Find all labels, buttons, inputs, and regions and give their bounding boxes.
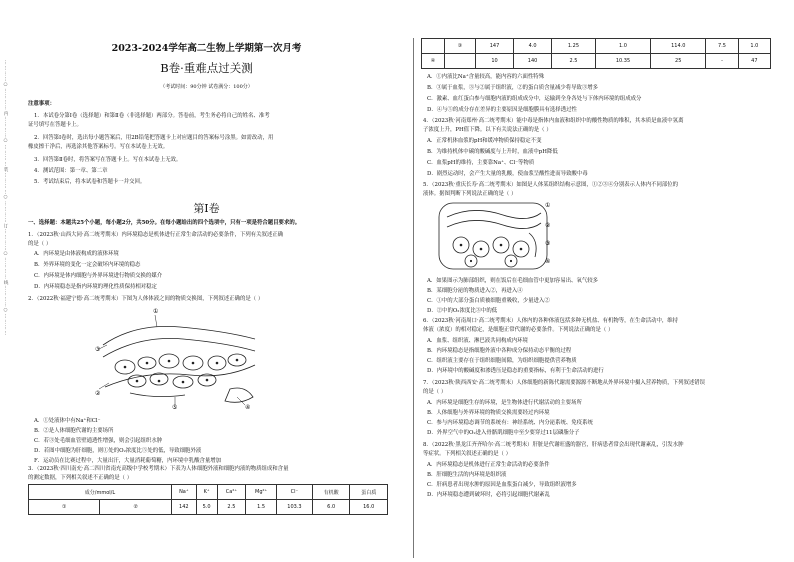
table-cell: 1.0 [595,39,650,54]
right-column [413,0,794,562]
table-cell: - [706,54,738,69]
tissue-fluid-diagram [95,305,265,410]
option-text: D．内环境稳态遭到破坏时，必将引起细胞代谢紊乱 [427,492,550,498]
option-text: B．人体细胞与外界环境的物质交换需要经过内环境 [427,410,550,416]
figure-label-5: ⑤ [172,404,178,410]
diagram-label-2: ② [545,222,551,229]
table-cell: 140 [514,54,552,69]
question-text: 的是（ ） [423,389,447,395]
diagram-label-1: ① [545,202,551,209]
ion-table-part1 [28,484,388,515]
table-header-cell: Mg²⁺ [246,485,277,500]
section-instructions: 一、选择题：本题共25个小题，每小题2分，共50分。在每小题给出的四个选项中，只有一项是符合题目要求的。 [28,220,301,226]
table-header-cell: Ca²⁺ [217,485,246,500]
question-text: 2．（2022秋·福建宁德·高二统考期末）下图为人体体液之间的物质交换图，下列叙述正确的是（ ） [28,296,264,302]
table-header-cell: Na⁺ [171,485,196,500]
table-cell: 47 [738,54,770,69]
option-text: A．血浆、组织液、淋巴液共同构成内环境 [427,338,528,344]
section-title: 第Ⅰ卷 [193,202,220,215]
table-cell: 10.35 [595,54,650,69]
table-header-row [29,485,388,500]
table-cell: 10 [476,54,514,69]
question-text: 子浓度上升，PH值下降。以下有关说法正确的是（ ） [423,127,552,133]
table-cell: 114.0 [651,39,706,54]
option-text: C．血浆pH的维持，主要靠Na⁺、Cl⁻等物质 [427,160,535,166]
option-text: D．内环境稳态是指内环境的理化性质保持相对稳定 [34,284,157,290]
exam-subtitle: B卷·重难点过关测 [160,61,253,75]
notes-line: 1．本试卷分第Ⅰ卷（选择题）和第Ⅱ卷（非选择题）两部分。答卷前，考生务必将自己的姓名、准考 [34,113,270,119]
table-cell: 5.0 [196,500,217,515]
table-cell [422,39,445,54]
table-cell: 2.5 [217,500,246,515]
table-cell [445,54,476,69]
option-text: B．③属于血浆，③与②属于组织液，②的蛋白质含量减少将导致③增多 [427,85,599,91]
diagram-label-3: ③ [545,240,551,247]
option-text: C．参与内环境稳态调节的系统有：神经系统、内分泌系统、免疫系统 [427,420,593,426]
option-text: F．运动员在比赛过程中，大量出汗，大量消耗葡萄糖，内环境中乳酸含量增加 [34,458,222,464]
question-text: 8．（2022秋·黑龙江齐齐哈尔·高二统考期末）肝脏是代谢旺盛的器官，肝病患者常会出现代谢紊乱，引发水肿 [423,442,684,448]
question-text: 等症状。下列相关叙述正确的是（ ） [423,451,511,457]
table-header-cell: 成分/mmol/L [29,485,172,500]
question-text: 1．（2023秋·山西大同·高二统考期末）内环境稳态是机体进行正常生命活动的必要条件，下列有关叙述正确 [28,232,284,238]
option-text: D．内环境中的酸碱度和渗透压是稳态的重要指标，有利于生命活动的进行 [427,368,604,374]
table-cell: 4.0 [514,39,552,54]
table-cell: 142 [171,500,196,515]
table-cell: 2.5 [552,54,596,69]
table-header-cell: K⁺ [196,485,217,500]
tissue-structure-diagram [433,197,553,277]
option-text: C．肝病患者出现水肿的原因是血浆蛋白减少，导致组织液增多 [427,482,577,488]
binding-margin: …………○…………内…………○…………装…………○…………订…………○…………线…………○………… [3,60,8,337]
exam-info: （考试时间：90分钟 试卷满分：100分） [160,84,253,90]
question-text: 体液（浓度）的相对稳定，是细胞正常代谢的必要条件。下列说法正确的是（ ） [423,327,614,333]
table-cell: ④ [422,54,445,69]
option-text: A．内环境稳态是机体进行正常生命活动的必要条件 [427,462,550,468]
table-header-cell: Cl⁻ [276,485,312,500]
table-cell: ② [100,500,171,515]
question-text: 6．（2023秋·河南周口·高二统考期末）人体内的各种体液包括多种无机盐、有机物等，在生命活动中，维持 [423,318,679,324]
option-text: C．①中的大部分蛋白质被细胞重吸收，少量进入② [427,298,550,304]
option-text: B．肝细胞生活的内环境是组织液 [427,472,507,478]
notes-line: 2．回答第Ⅰ卷时，选出每小题答案后，用2B铅笔把答题卡上对应题目的答案标号涂黑。如需改动，用 [34,135,274,141]
option-text: C．激素、血红蛋白参与细胞内液的组成成分中，运输到全身各处与下体内环境的组成成分 [427,96,642,102]
option-text: C．组织液主要存在于组织细胞间隙，为组织细胞提供营养物质 [427,358,577,364]
table-row [422,54,771,69]
option-text: C．若③处毛细血管壁通透性增强，则会引起组织水肿 [34,438,163,444]
table-header-cell: 蛋白质 [350,485,388,500]
table-cell: 103.3 [276,500,312,515]
notes-line: 3．回答第Ⅱ卷时，将答案写在答题卡上。写在本试卷上无效。 [34,157,182,163]
diagram-label-4: ④ [545,258,551,265]
table-cell: 6.0 [312,500,350,515]
option-text: B．某细胞分泌的物质进入②，再进入④ [427,288,523,294]
option-text: C．内环境是体内细胞与外界环境进行物质交换的媒介 [34,273,163,279]
question-text: 5．（2023秋·重庆长寿·高二统考期末）如图是人体某组织结构示意图，①②③④分别表示人体内不同部位的 [423,182,679,188]
option-text: D．④与⑤的成分存在差异的主要原因是细胞膜具有选择透过性 [427,107,577,113]
table-cell: 7.5 [706,39,738,54]
question-text: 的是（ ） [28,241,52,247]
exam-title: 2023-2024学年高二生物上学期第一次月考 [111,43,302,54]
option-text: B．外界环境的变化一定会破坏内环境的稳态 [34,262,141,268]
option-text: A．①内液比Na⁺含量较高，能内容的六面性特殊 [427,74,545,80]
option-text: A．如果图示为肺部组织，则在饭后在毛细血管中更加容易出、氧气较多 [427,278,599,284]
ion-table-part2 [421,38,771,69]
option-text: B．②是人体细胞代谢的主要场所 [34,428,114,434]
option-text: B．为维持机体中碳的酸碱度与上升时，血液中pH降低 [427,149,558,155]
notes-line: 5．考试结束后，将本试卷和答题卡一并交回。 [34,179,146,185]
notes-line: 橡皮擦干净后，再选涂其他答案标号。写在本试卷上无效。 [28,144,169,150]
question-text: 4．（2023秋·河南郑州·高二统考期末）能中毒是指体内血液和组织中的酸性物质的堆积，其本质是血液中氢离 [423,118,684,124]
option-text: D．剧烈运动时，会产生大量的乳酸，使血浆呈酸性进而导致酸中毒 [427,171,588,177]
option-text: A．内环境是由体液构成的液体环境 [34,251,119,257]
table-cell: ① [29,500,100,515]
table-cell: 1.25 [552,39,596,54]
option-text: A．正常机体血浆的pH和缓冲物质保持稳定不变 [427,138,542,144]
question-text: 的测定数据，下列相关叙述不正确的是（ ） [28,475,133,481]
option-text: A．①处液体中有Na⁺和Cl⁻ [34,418,101,424]
table-cell: ③ [445,39,476,54]
table-cell: 147 [476,39,514,54]
table-cell: 1.0 [738,39,770,54]
table-cell: 25 [651,54,706,69]
option-text: A．内环境是细胞生存的环境，是生物体进行代谢活动的主要场所 [427,400,582,406]
figure-label-1: ① [153,308,159,315]
figure-label-4: ④ [245,404,251,410]
figure-label-3: ③ [95,346,101,353]
table-row [29,500,388,515]
table-cell: 1.5 [246,500,277,515]
option-text: D．外界空气中的O₂进入骨骼肌细胞中至少要穿过11层磷脂分子 [427,430,580,436]
question-text: 3．（2023秋·四川南充·高二四川省南充高级中学校考期末）下表为人体细胞外液和细胞内液的物质组成和含量 [28,466,289,472]
option-text: D．若图中细胞为肝细胞，则①处的O₂浓度比⑤处的低，导致细胞外液 [34,448,202,454]
notes-heading: 注意事项： [28,101,55,107]
notes-line: 证号填写在答题卡上。 [28,122,82,128]
question-text: 7．（2023秋·陕西西安·高二统考期末）人体细胞的新陈代谢需要源源不断地从外界环境中摄入营养物质，下列叙述错误 [423,380,706,386]
notes-line: 4．测试范围：第一章、第二章 [34,168,108,174]
table-header-cell: 有机酸 [312,485,350,500]
option-text: B．内环境稳态是指细胞外液中各种成分保持动态平衡的过程 [427,348,572,354]
option-text: D．②中的O₂浓度比③中的低 [427,308,498,314]
table-row [422,39,771,54]
figure-label-2: ② [95,390,101,397]
question-text: 液体。据图判断下列说法正确的是（ ） [423,191,517,197]
table-cell: 16.0 [350,500,388,515]
